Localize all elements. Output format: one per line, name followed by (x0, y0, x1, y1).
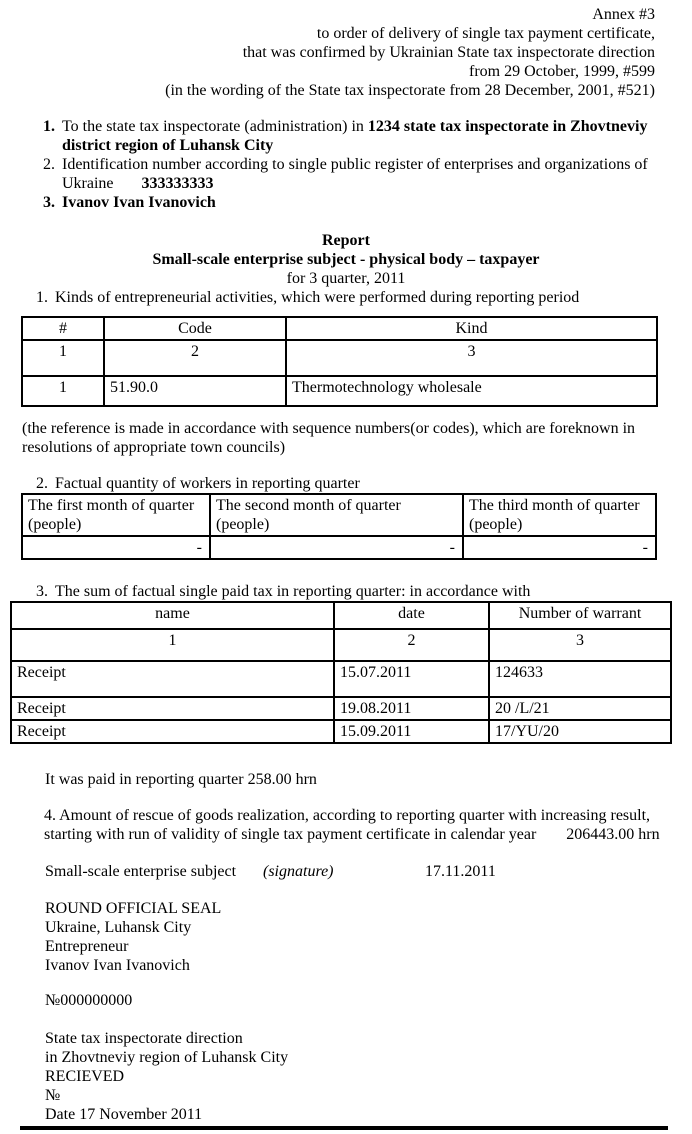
signature-label: Small-scale enterprise subject (45, 863, 237, 880)
receipt-name-cell: Receipt (11, 697, 334, 720)
section4-line: 4. Amount of rescue of goods realization, according to reporting quarter with increasing result, (44, 807, 651, 824)
annex-header-line: to order of delivery of single tax payment certificate, (316, 25, 655, 42)
payments-table (10, 601, 672, 744)
section-title: Kinds of entrepreneurial activities, which were performed during reporting period (55, 289, 580, 306)
report-period: for 3 quarter, 2011 (286, 270, 406, 287)
list-item-text: To the state tax inspectorate (administration) in (62, 118, 368, 135)
annex-header-line: that was confirmed by Ukrainian State tax inspectorate direction (242, 44, 655, 61)
workers-value-cell: - (210, 536, 463, 559)
table-column-number-row (22, 340, 657, 376)
seal-block (45, 899, 692, 975)
activities-header-cell: # (22, 317, 104, 340)
report-title-block (0, 231, 692, 288)
report-subtitle: Small-scale enterprise subject - physical body – taxpayer (152, 251, 540, 268)
section-number: 2. (36, 475, 48, 492)
section-title: The sum of factual single paid tax in reporting quarter: in accordance with (55, 583, 531, 600)
column-number-cell: 2 (334, 629, 489, 661)
received-block (45, 1029, 692, 1124)
table-row (22, 376, 657, 406)
table-header-row (22, 317, 657, 340)
activity-index-cell: 1 (22, 376, 104, 406)
receipt-warrant-cell: 124633 (489, 661, 671, 697)
section-title: Factual quantity of workers in reporting quarter (55, 475, 360, 492)
receipt-name-cell: Receipt (11, 661, 334, 697)
activities-header-cell: Kind (286, 317, 657, 340)
list-item-number: 2. (43, 156, 55, 173)
section-number: 1. (36, 289, 48, 306)
receipt-warrant-cell: 20 /L/21 (489, 697, 671, 720)
annex-header-line: from 29 October, 1999, #599 (469, 63, 655, 80)
column-number-cell: 2 (104, 340, 286, 376)
table-header-row (11, 602, 671, 629)
list-item-taxpayer-name (0, 193, 692, 212)
list-item-identification-number (0, 155, 692, 193)
report-title: Report (322, 232, 370, 249)
annex-header (0, 0, 692, 100)
column-number-cell: 1 (22, 340, 104, 376)
taxpayer-name: Ivanov Ivan Ivanovich (62, 194, 216, 211)
signature-placeholder: (signature) (263, 863, 334, 880)
table-footnote: (the reference is made in accordance with sequence numbers(or codes), which are foreknown in resolutions of appropriate town councils) (22, 420, 636, 456)
column-number-cell: 3 (286, 340, 657, 376)
bottom-rule (20, 1126, 668, 1130)
list-item-number: 3. (43, 194, 55, 211)
seal-line: Ivanov Ivan Ivanovich (45, 957, 190, 974)
section1-label (0, 288, 692, 307)
section4-paragraph (44, 806, 664, 844)
list-item-text: Identification number according to single public register of enterprises and organizations of Ukraine (62, 156, 648, 192)
annex-header-line: (in the wording of the State tax inspectorate from 28 December, 2001, #521) (165, 82, 655, 99)
receipt-name-cell: Receipt (11, 720, 334, 743)
column-number-cell: 3 (489, 629, 671, 661)
workers-header-cell: The third month of quarter (people) (463, 494, 656, 536)
section2-label (0, 474, 692, 493)
list-item-number: 1. (43, 118, 55, 135)
paid-total-note: It was paid in reporting quarter 258.00 hrn (45, 771, 317, 788)
signature-date: 17.11.2011 (425, 863, 496, 880)
table-column-number-row (11, 629, 671, 661)
payments-header-cell: Number of warrant (489, 602, 671, 629)
seal-line: ROUND OFFICIAL SEAL (45, 900, 222, 917)
receipt-row (11, 661, 671, 697)
received-line: in Zhovtneviy region of Luhansk City (45, 1049, 289, 1066)
section4-line: starting with run of validity of single tax payment certificate in calendar year (44, 826, 537, 843)
receipt-date-cell: 15.07.2011 (334, 661, 489, 697)
receipt-date-cell: 15.09.2011 (334, 720, 489, 743)
inspectorate-name: 1234 state tax inspectorate in Zhovtneviy district region of Luhansk City (62, 118, 648, 154)
realization-amount: 206443.00 hrn (566, 826, 660, 843)
workers-value-cell: - (463, 536, 656, 559)
activities-table (21, 316, 658, 407)
received-line: № (45, 1087, 61, 1104)
received-line: State tax inspectorate direction (45, 1030, 243, 1047)
receipt-row (11, 697, 671, 720)
receipt-date-cell: 19.08.2011 (334, 697, 489, 720)
identification-number: 333333333 (141, 175, 214, 192)
list-item-inspectorate (0, 117, 692, 155)
payments-header-cell: date (334, 602, 489, 629)
signature-row (0, 862, 692, 881)
received-line: RECIEVED (45, 1068, 125, 1085)
workers-header-cell: The first month of quarter (people) (22, 494, 210, 536)
section-number: 3. (36, 583, 48, 600)
payments-header-cell: name (11, 602, 334, 629)
section3-label (0, 582, 692, 601)
activity-kind-cell: Thermotechnology wholesale (286, 376, 657, 406)
workers-header-cell: The second month of quarter (people) (210, 494, 463, 536)
seal-line: Ukraine, Luhansk City (45, 919, 192, 936)
activities-header-cell: Code (104, 317, 286, 340)
workers-table (21, 493, 657, 560)
intro-list (0, 117, 692, 212)
receipt-warrant-cell: 17/YU/20 (489, 720, 671, 743)
workers-value-cell: - (22, 536, 210, 559)
annex-header-line: Annex #3 (592, 6, 655, 23)
table-header-row (22, 494, 656, 536)
column-number-cell: 1 (11, 629, 334, 661)
seal-number: №000000000 (45, 992, 133, 1009)
table-row (22, 536, 656, 559)
activity-code-cell: 51.90.0 (104, 376, 286, 406)
seal-line: Entrepreneur (45, 938, 129, 955)
receipt-row (11, 720, 671, 743)
received-line: Date 17 November 2011 (45, 1106, 203, 1123)
